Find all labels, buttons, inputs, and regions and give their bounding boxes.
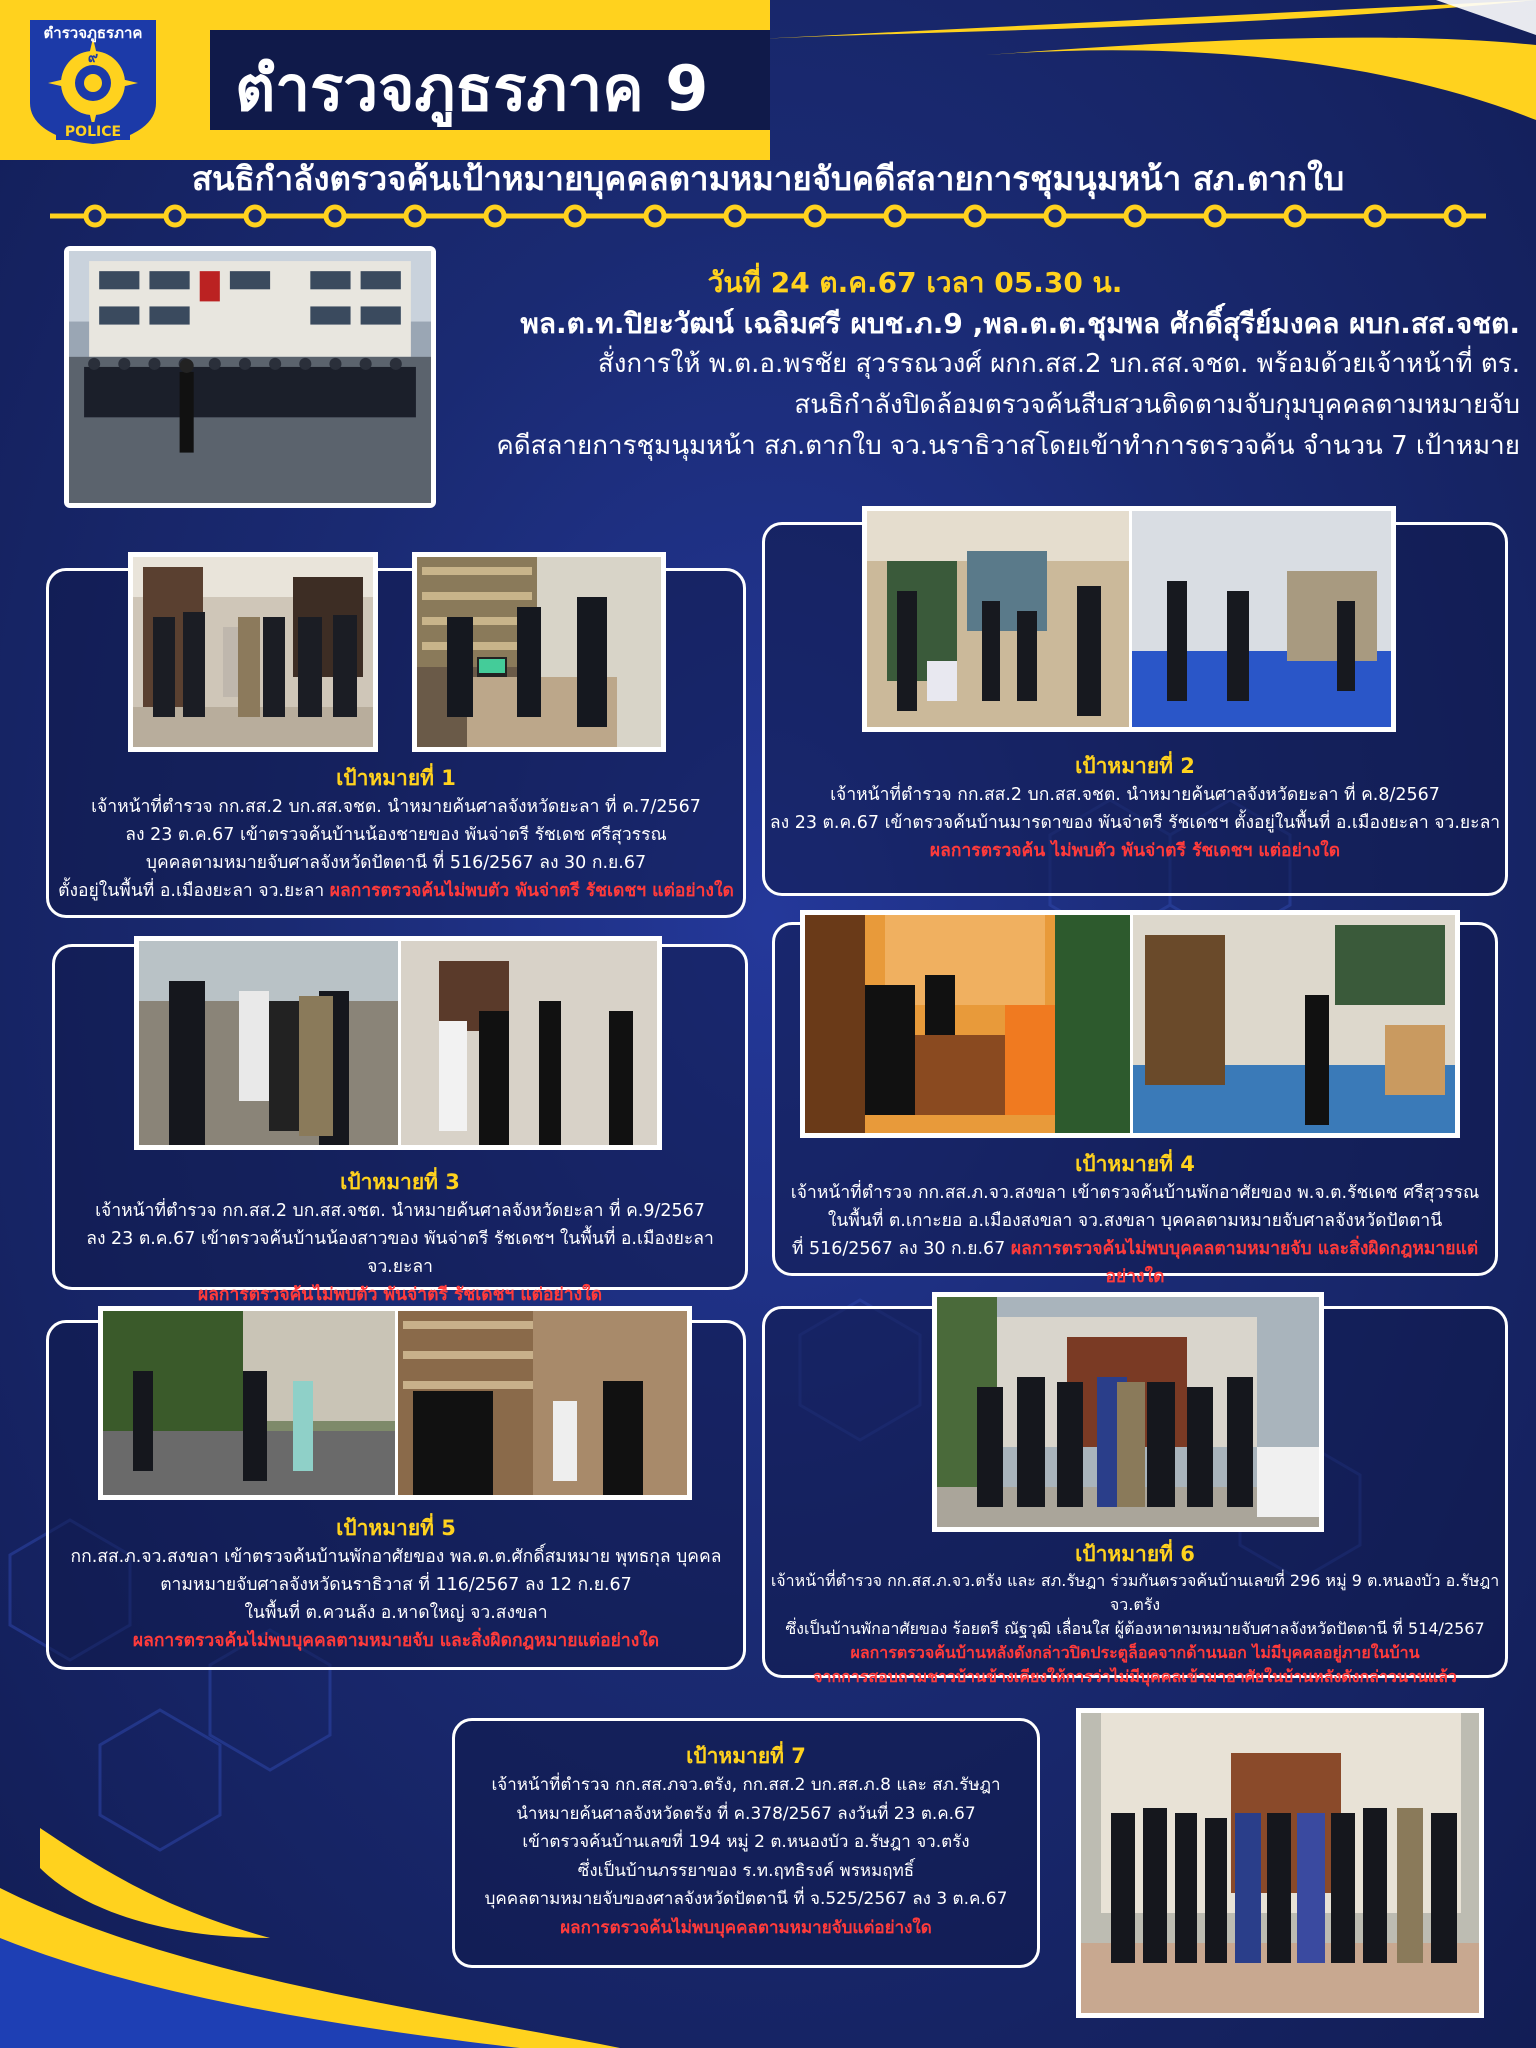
target-3-line: ลง 23 ต.ค.67 เข้าตรวจค้นบ้านน้องสาวของ พันจ่าตรี รัชเดชฯ ในพื้นที่ อ.เมืองยะลา จว.ยะลา	[86, 1229, 714, 1277]
target-4-warrant: ที่ 516/2567 ลง 30 ก.ย.67	[791, 1239, 1006, 1259]
target-7-line: เข้าตรวจค้นบ้านเลขที่ 194 หมู่ 2 ต.หนองบัว อ.รัษฎา จว.ตรัง	[522, 1832, 970, 1852]
target-6-result-line: ผลการตรวจค้นบ้านหลังดังกล่าวปิดประตูล็อคจากด้านนอก ไม่มีบุคคลอยู่ภายในบ้าน	[850, 1643, 1420, 1662]
chain-divider-icon	[50, 203, 1486, 229]
target-5-photo	[98, 1306, 692, 1500]
target-7-line: นำหมายค้นศาลจังหวัดตรัง ที่ ค.378/2567 ลงวันที่ 23 ต.ค.67	[516, 1803, 976, 1824]
intro-text	[450, 262, 1520, 467]
intro-commanders: พล.ต.ท.ปิยะวัฒน์ เฉลิมศรี ผบช.ภ.9 ,พล.ต.ต.ชุมพล ศักดิ์สุรีย์มงคล ผบก.สส.จชต.	[520, 307, 1520, 340]
page-subtitle: สนธิกำลังตรวจค้นเป้าหมายบุคคลตามหมายจับคดีสลายการชุมนุมหน้า สภ.ตากใบ	[191, 159, 1345, 198]
target-2-photo	[862, 506, 1396, 732]
target-6-title: เป้าหมายที่ 6	[1075, 1542, 1195, 1566]
target-4-line: เจ้าหน้าที่ตำรวจ กก.สส.ภ.จว.สงขลา เข้าตรวจค้นบ้านพักอาศัยของ พ.จ.ต.รัชเดช ศรีสุวรรณ	[790, 1183, 1480, 1203]
target-1-text	[49, 763, 743, 905]
target-4-line: ในพื้นที่ ต.เกาะยอ อ.เมืองสงขลา จว.สงขลา บุคคลตามหมายจับศาลจังหวัดปัตตานี	[827, 1211, 1443, 1231]
target-2-line: ลง 23 ต.ค.67 เข้าตรวจค้นบ้านมารดาของ พันจ่าตรี รัชเดชฯ ตั้งอยู่ในพื้นที่ อ.เมืองยะลา จว.ยะลา	[769, 813, 1501, 833]
target-3-photo	[134, 936, 662, 1150]
intro-line-3: สนธิกำลังปิดล้อมตรวจค้นสืบสวนติดตามจับกุมบุคคลตามหมายจับ	[794, 390, 1520, 420]
page-title: ตำรวจภูธรภาค 9	[235, 52, 709, 125]
target-7-title: เป้าหมายที่ 7	[686, 1744, 806, 1768]
intro-line-4: คดีสลายการชุมนุมหน้า สภ.ตากใบ จว.นราธิวาสโดยเข้าทำการตรวจค้น จำนวน 7 เป้าหมาย	[496, 431, 1520, 461]
target-2-line: เจ้าหน้าที่ตำรวจ กก.สส.2 บก.สส.จชต. นำหมายค้นศาลจังหวัดยะลา ที่ ค.8/2567	[830, 785, 1440, 805]
target-7-photo	[1076, 1708, 1484, 2018]
target-2-result: ผลการตรวจค้น ไม่พบตัว พันจ่าตรี รัชเดชฯ แต่อย่างใด	[929, 841, 1341, 861]
target-6-line: ซึ่งเป็นบ้านพักอาศัยของ ร้อยตรี ณัฐวุฒิ เลื่อนใส ผู้ต้องหาตามหมายจับศาลจังหวัดปัตตานี ที่ 514/2567	[785, 1619, 1485, 1638]
target-4-line-last	[775, 1235, 1495, 1291]
target-6-text	[765, 1539, 1505, 1689]
target-6-line: เจ้าหน้าที่ตำรวจ กก.สส.ภ.จว.ตรัง และ สภ.รัษฎา ร่วมกันตรวจค้นบ้านเลขที่ 296 หมู่ 9 ต.หนองบัว อ.รัษฎา จว.ตรัง	[770, 1571, 1500, 1614]
police-badge-icon	[18, 8, 168, 148]
target-1-line: บุคคลตามหมายจับศาลจังหวัดปัตตานี ที่ 516/2567 ลง 30 ก.ย.67	[145, 853, 647, 873]
target-7-line: บุคคลตามหมายจับของศาลจังหวัดปัตตานี ที่ จ.525/2567 ลง 3 ต.ค.67	[484, 1889, 1008, 1909]
target-5-line: ตามหมายจับศาลจังหวัดนราธิวาส ที่ 116/2567 ลง 12 ก.ย.67	[160, 1575, 632, 1595]
target-4-title: เป้าหมายที่ 4	[1075, 1152, 1195, 1176]
target-4-photo	[800, 910, 1460, 1138]
target-3-text	[55, 1167, 745, 1309]
target-3-result: ผลการตรวจค้นไม่พบตัว พันจ่าตรี รัชเดชฯ แต่อย่างใด	[197, 1285, 603, 1305]
target-2-text	[765, 751, 1505, 865]
svg-text:POLICE: POLICE	[64, 124, 122, 140]
svg-text:๙: ๙	[87, 50, 99, 66]
target-4-result: ผลการตรวจค้นไม่พบบุคคลตามหมายจับ และสิ่งผิดกฎหมายแต่อย่างใด	[1010, 1239, 1479, 1287]
target-3-line: เจ้าหน้าที่ตำรวจ กก.สส.2 บก.สส.จชต. นำหมายค้นศาลจังหวัดยะลา ที่ ค.9/2567	[95, 1201, 705, 1221]
target-1-line: ลง 23 ต.ค.67 เข้าตรวจค้นบ้านน้องชายของ พันจ่าตรี รัชเดช ศรีสุวรรณ	[125, 825, 667, 845]
target-7-line: ซึ่งเป็นบ้านภรรยาของ ร.ท.ฤทธิรงค์ พรหมฤทธิ์	[577, 1860, 915, 1881]
target-7-text	[455, 1741, 1037, 1942]
target-1-line-last	[49, 877, 743, 905]
svg-text:ตำรวจภูธรภาค: ตำรวจภูธรภาค	[43, 24, 143, 42]
intro-line-2: สั่งการให้ พ.ต.อ.พรชัย สุวรรณวงศ์ ผกก.สส.2 บก.สส.จชต. พร้อมด้วยเจ้าหน้าที่ ตร.	[597, 349, 1520, 379]
target-5-result: ผลการตรวจค้นไม่พบบุคคลตามหมายจับ และสิ่งผิดกฎหมายแต่อย่างใด	[132, 1631, 660, 1651]
target-5-text	[49, 1513, 743, 1655]
intro-date: วันที่ 24 ต.ค.67 เวลา 05.30 น.	[707, 266, 1123, 299]
target-7-result: ผลการตรวจค้นไม่พบบุคคลตามหมายจับแต่อย่างใด	[560, 1917, 932, 1938]
target-1-result: ผลการตรวจค้นไม่พบตัว พันจ่าตรี รัชเดชฯ แต่อย่างใด	[329, 881, 734, 901]
target-5-line: ในพื้นที่ ต.ควนลัง อ.หาดใหญ่ จว.สงขลา	[244, 1603, 548, 1623]
target-1-photo-b	[412, 552, 666, 752]
target-1-location: ตั้งอยู่ในพื้นที่ อ.เมืองยะลา จว.ยะลา	[58, 881, 325, 901]
intro-photo	[64, 246, 436, 508]
target-1-photo-a	[128, 552, 378, 752]
target-6-photo	[932, 1292, 1324, 1532]
target-6-result-line: จากการสอบถามชาวบ้านข้างเคียงให้การว่าไม่มีบุคคลเข้ามาอาศัยในบ้านหลังดังกล่าวนานแล้ว	[813, 1667, 1457, 1686]
target-2-title: เป้าหมายที่ 2	[1075, 754, 1195, 778]
target-7-line: เจ้าหน้าที่ตำรวจ กก.สส.ภจว.ตรัง, กก.สส.2 บก.สส.ภ.8 และ สภ.รัษฎา	[491, 1775, 1001, 1795]
target-1-line: เจ้าหน้าที่ตำรวจ กก.สส.2 บก.สส.จชต. นำหมายค้นศาลจังหวัดยะลา ที่ ค.7/2567	[91, 797, 701, 817]
target-5-line: กก.สส.ภ.จว.สงขลา เข้าตรวจค้นบ้านพักอาศัยของ พล.ต.ต.ศักดิ์สมหมาย พุทธกุล บุคคล	[70, 1547, 722, 1567]
target-4-text	[775, 1149, 1495, 1291]
target-1-title: เป้าหมายที่ 1	[336, 766, 456, 790]
target-5-title: เป้าหมายที่ 5	[336, 1516, 456, 1540]
target-3-title: เป้าหมายที่ 3	[340, 1170, 460, 1194]
target-7-panel	[452, 1718, 1040, 1968]
